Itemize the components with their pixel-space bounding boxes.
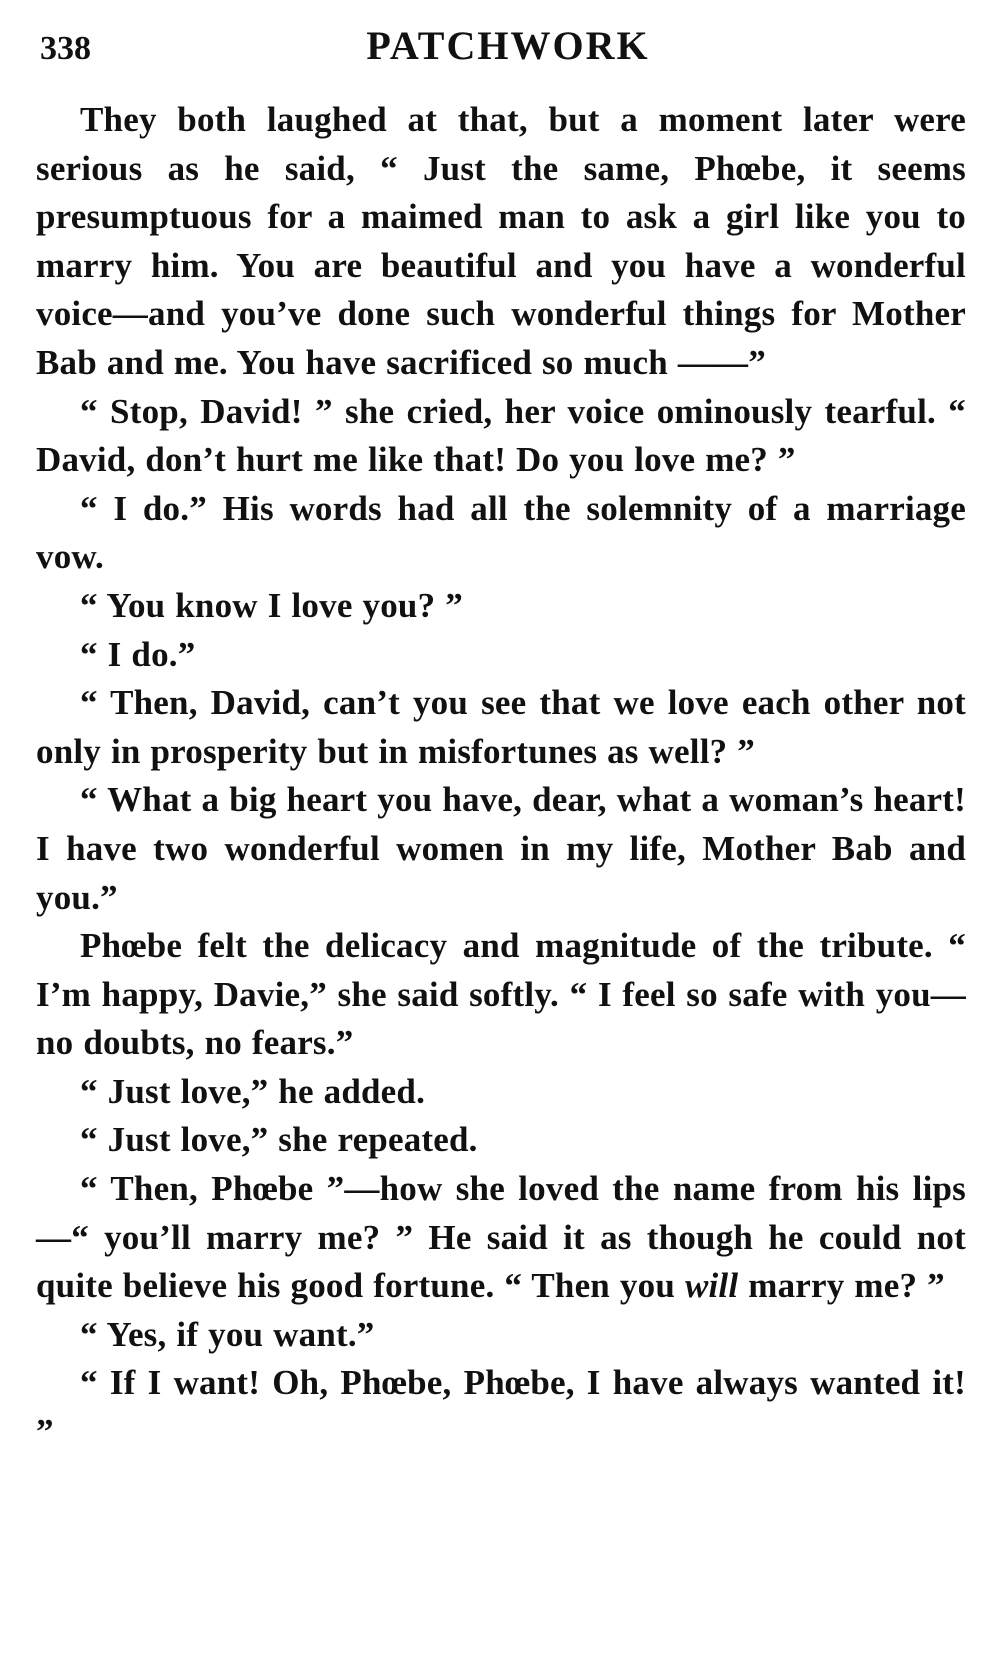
paragraph: “ I do.”	[80, 634, 196, 674]
paragraph-text: marry me? ”	[738, 1266, 945, 1306]
paragraph: “ You know I love you? ”	[80, 585, 463, 625]
paragraph: “ Yes, if you want.”	[80, 1314, 375, 1354]
running-title: PATCHWORK	[366, 23, 650, 68]
italic-word: will	[684, 1266, 739, 1306]
paragraph: They both laughed at that, but a moment later were serious as he said, “ Just the same, Phœbe, it seems presumptuous for a maimed man to ask a girl like you to marry him. You are beautiful and you have a wonderful voice—and you’ve done such wonderful things for Mother Bab and me. You have sacrificed so much ——”	[36, 100, 966, 382]
paragraph: “ Then, David, can’t you see that we love each other not only in prosperity but in misfortunes as well? ”	[36, 683, 966, 771]
paragraph-text: “ Then, Phœbe ”—how she loved the name from his lips—“ you’ll marry me? ” He said it as though he could not quite believe his good fortune. “ Then you	[36, 1169, 966, 1306]
paragraph: “ I do.” His words had all the solemnity of a marriage vow.	[36, 488, 966, 577]
paragraph-with-italic	[36, 1165, 966, 1311]
paragraph: “ Just love,” she repeated.	[80, 1120, 478, 1160]
paragraph: “ Stop, David! ” she cried, her voice ominously tearful. “ David, don’t hurt me like that! Do you love me? ”	[36, 391, 966, 480]
page-number: 338	[40, 30, 91, 67]
paragraph: “ What a big heart you have, dear, what a woman’s heart! I have two wonderful women in my life, Mother Bab and you.”	[36, 780, 966, 917]
body-text	[36, 96, 966, 1457]
paragraph: Phœbe felt the delicacy and magnitude of the tribute. “ I’m happy, Davie,” she said softly. “ I feel so safe with you—no doubts, no fears.”	[36, 926, 966, 1063]
paragraph: “ Just love,” he added.	[80, 1071, 426, 1111]
paragraph: “ If I want! Oh, Phœbe, Phœbe, I have always wanted it! ”	[36, 1363, 966, 1452]
running-header	[38, 22, 968, 72]
